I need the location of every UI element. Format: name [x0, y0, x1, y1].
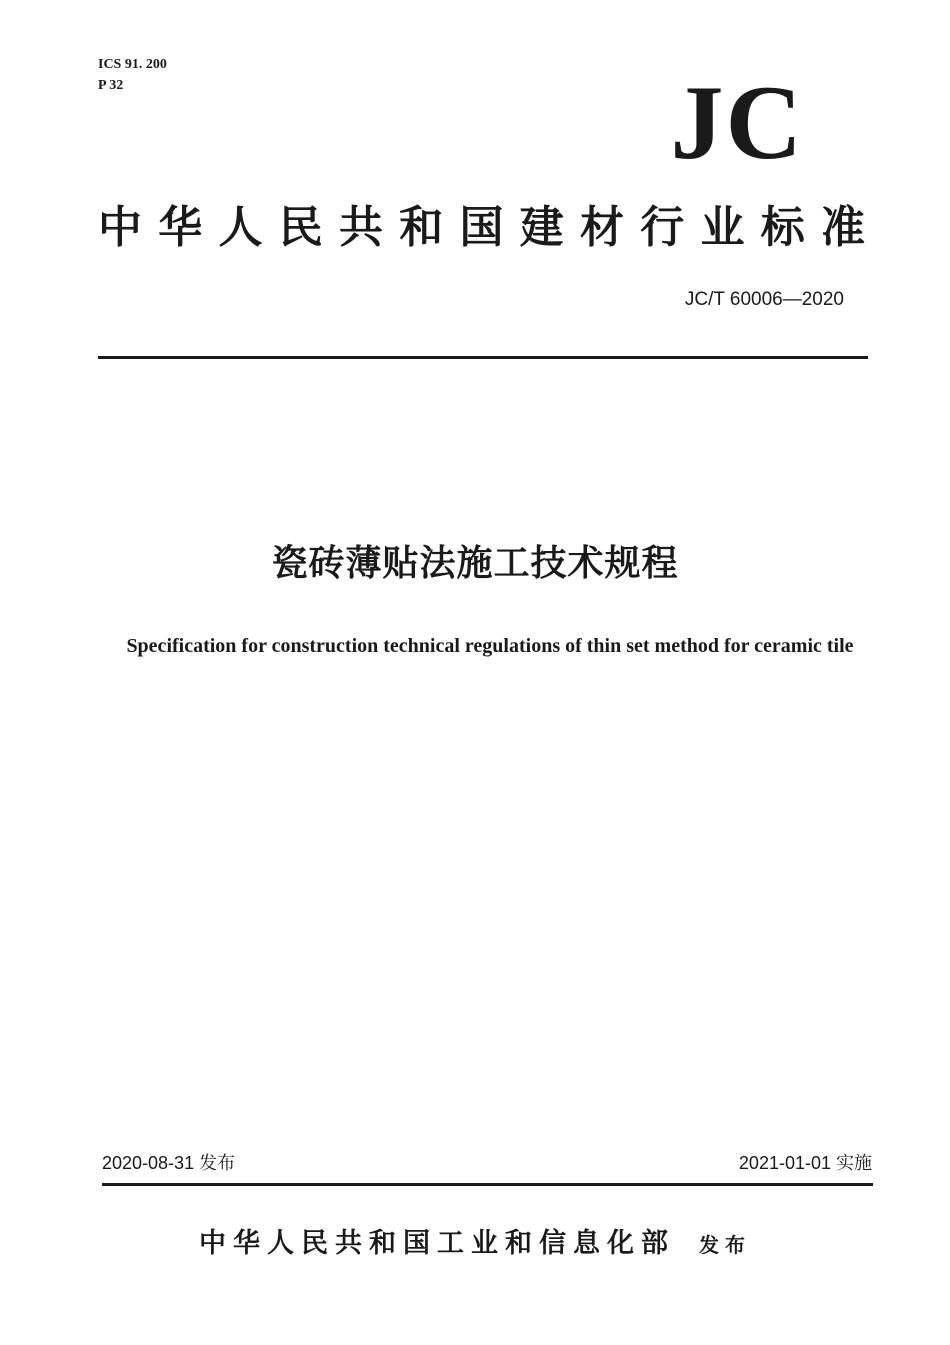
issue-date: 2020-08-31 发布 [102, 1153, 236, 1173]
title-chinese: 瓷砖薄贴法施工技术规程 [271, 543, 679, 584]
publisher-name: 中华人民共和国工业和信息化部 [199, 1228, 675, 1259]
jc-logo: JC [670, 64, 804, 181]
ccs-code: P 32 [98, 78, 124, 93]
bottom-divider [102, 1183, 873, 1186]
top-divider [98, 356, 868, 359]
standard-number: JC/T 60006—2020 [684, 289, 844, 310]
implementation-date: 2021-01-01 实施 [738, 1153, 872, 1173]
title-english: Specification for construction technical regulations of thin set method for ceramic tile [126, 635, 854, 657]
publisher-action: 发布 [699, 1233, 751, 1257]
ics-code: ICS 91. 200 [98, 57, 167, 72]
standard-category: 中华人民共和国建材行业标准 [98, 202, 868, 253]
publisher [0, 1224, 950, 1265]
